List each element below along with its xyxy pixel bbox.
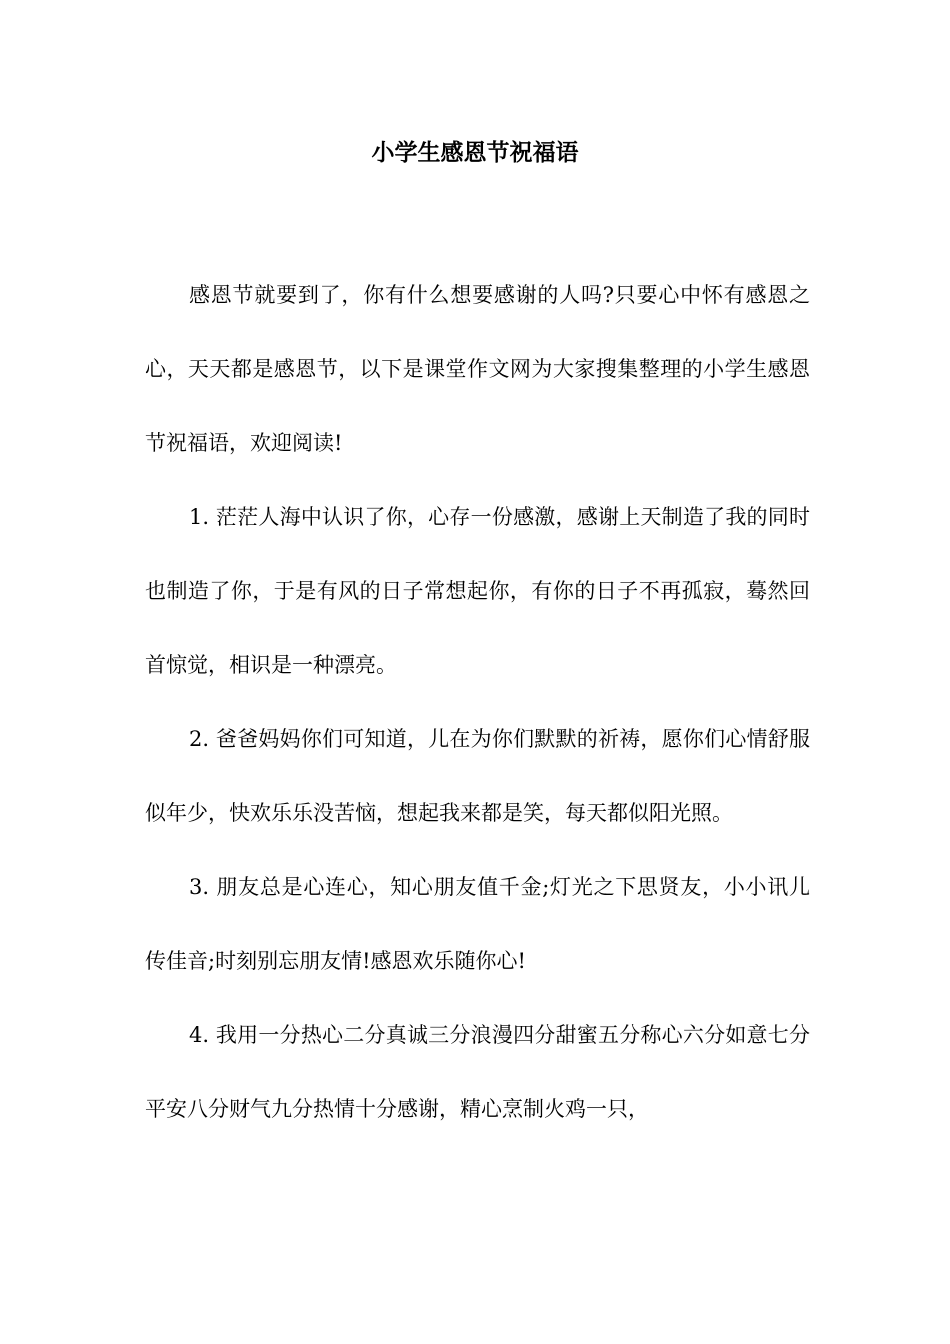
intro-paragraph: 感恩节就要到了，你有什么想要感谢的人吗?只要心中怀有感恩之心，天天都是感恩节，以下是课堂作文网为大家搜集整理的小学生感恩节祝福语，欢迎阅读!: [145, 283, 810, 455]
document-title: 小学生感恩节祝福语: [371, 139, 579, 166]
blessing-paragraph-2: 2. 爸爸妈妈你们可知道，儿在为你们默默的祈祷，愿你们心情舒服似年少，快欢乐乐没苦恼，想起我来都是笑，每天都似阳光照。: [145, 727, 810, 825]
document-body: [145, 258, 810, 1146]
blessing-paragraph-1: 1. 茫茫人海中认识了你，心存一份感激，感谢上天制造了我的同时也制造了你，于是有风的日子常想起你，有你的日子不再孤寂，蓦然回首惊觉，相识是一种漂亮。: [145, 505, 810, 677]
blessing-paragraph-4: 4. 我用一分热心二分真诚三分浪漫四分甜蜜五分称心六分如意七分平安八分财气九分热情十分感谢，精心烹制火鸡一只，: [145, 1023, 810, 1121]
blessing-paragraph-3: 3. 朋友总是心连心，知心朋友值千金;灯光之下思贤友，小小讯儿传佳音;时刻别忘朋友情!感恩欢乐随你心!: [145, 875, 810, 973]
